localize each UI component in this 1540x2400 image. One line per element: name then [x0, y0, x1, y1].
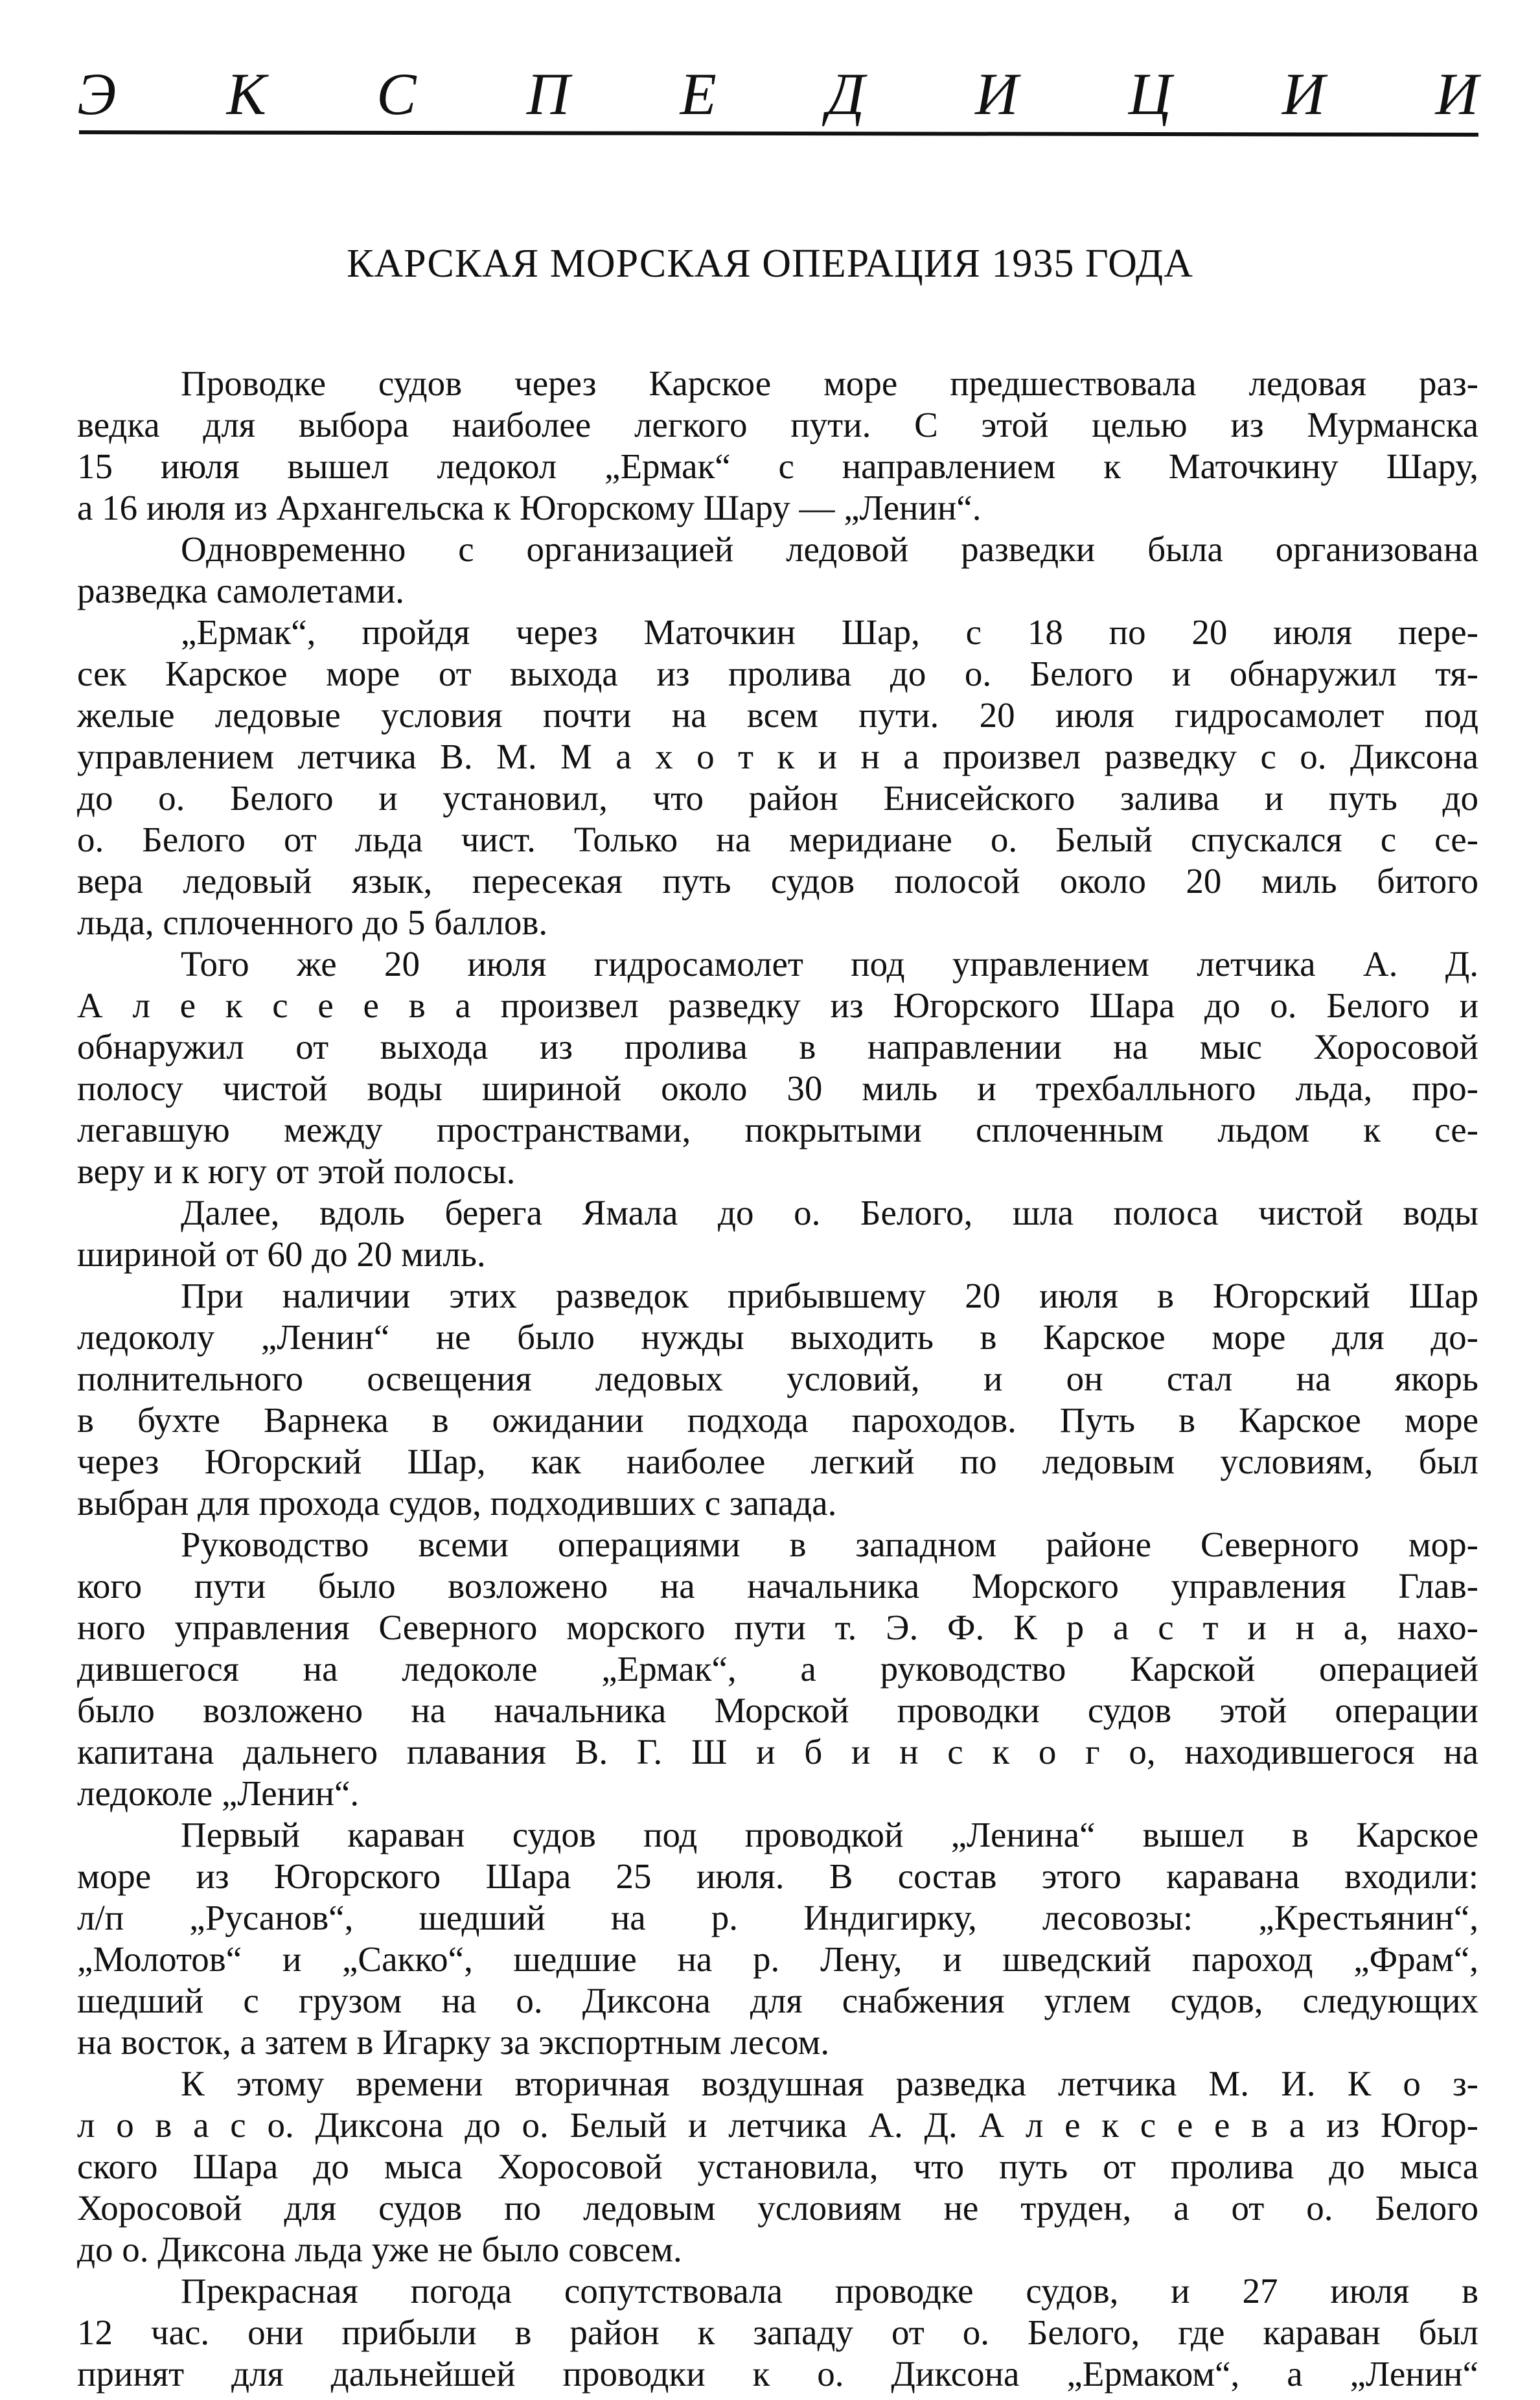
paragraph [77, 1524, 1478, 1814]
paragraph [77, 2270, 1478, 2395]
article-title: КАРСКАЯ МОРСКАЯ ОПЕРАЦИЯ 1935 ГОДА [347, 242, 1193, 286]
text-line: Первый караван судов под проводкой „Ленина“ вышел в Карское [181, 1815, 1478, 1854]
text-line: ледоколе „Ленин“. [77, 1773, 360, 1813]
text-line: в бухте Варнека в ожидании подхода пароходов. Путь в Карское море [77, 1400, 1478, 1440]
text-line: ного управления Северного морского пути т. Э. Ф. К р а с т и н а, нахо- [77, 1608, 1478, 1647]
text-line: шедший с грузом на о. Диксона для снабжения углем судов, следующих [77, 1981, 1478, 2020]
text-line: дившегося на ледоколе „Ермак“, а руководство Карской операцией [77, 1649, 1478, 1689]
text-line: выбран для прохода судов, подходивших с запада. [77, 1483, 837, 1523]
text-line: капитана дальнего плавания В. Г. Ш и б и н с к о г о, находившегося на [77, 1732, 1478, 1771]
header-letter: Д [827, 61, 865, 127]
text-line: полосу чистой воды шириной около 30 миль и трехбалльного льда, про- [77, 1068, 1478, 1108]
text-line: Руководство всеми операциями в западном районе Северного мор- [181, 1525, 1478, 1564]
paragraph [77, 529, 1478, 612]
text-line: „Молотов“ и „Сакко“, шедшие на р. Лену, и шведский пароход „Фрам“, [77, 1939, 1478, 1979]
paragraph [77, 1275, 1478, 1524]
text-line: 12 час. они прибыли в район к западу от о. Белого, где караван был [77, 2313, 1478, 2352]
text-line: кого пути было возложено на начальника Морского управления Глав- [77, 1566, 1478, 1606]
text-line: разведка самолетами. [77, 571, 405, 610]
header-letter: Ц [1128, 61, 1172, 127]
text-line: л о в а с о. Диксона до о. Белый и летчика А. Д. А л е к с е е в а из Югор- [77, 2105, 1478, 2145]
text-line: а 16 июля из Архангельска к Югорскому Шару — „Ленин“. [77, 488, 982, 527]
paragraph [77, 612, 1478, 943]
paragraph [77, 2063, 1478, 2270]
text-line: принят для дальнейшей проводки к о. Диксона „Ермаком“, а „Ленин“ [77, 2354, 1478, 2394]
text-line: легавшую между пространствами, покрытыми сплоченным льдом к се- [77, 1110, 1478, 1149]
text-line: „Ермак“, пройдя через Маточкин Шар, с 18 по 20 июля пере- [181, 612, 1478, 652]
text-line: шириной от 60 до 20 миль. [77, 1234, 486, 1274]
header-rule [79, 130, 1478, 137]
section-header [77, 62, 1478, 126]
paragraph [77, 363, 1478, 529]
text-line: К этому времени вторичная воздушная разведка летчика М. И. К о з- [181, 2064, 1478, 2103]
text-line: на восток, а затем в Игарку за экспортным лесом. [77, 2022, 830, 2062]
header-letter: П [526, 61, 570, 127]
header-letter: К [226, 61, 266, 127]
header-letter: И [1281, 61, 1326, 127]
header-letter: И [975, 61, 1018, 127]
text-line: веру и к югу от этой полосы. [77, 1151, 516, 1191]
text-line: ледоколу „Ленин“ не было нужды выходить в Карское море для до- [77, 1317, 1478, 1357]
header-letter: И [1435, 61, 1478, 127]
text-line: льда, сплоченного до 5 баллов. [77, 903, 548, 942]
text-line: вера ледовый язык, пересекая путь судов полосой около 20 миль битого [77, 861, 1478, 901]
text-line: л/п „Русанов“, шедший на р. Индигирку, лесовозы: „Крестьянин“, [77, 1898, 1478, 1937]
article-body [77, 363, 1478, 2395]
text-line: А л е к с е е в а произвел разведку из Югорского Шара до о. Белого и [77, 986, 1478, 1025]
text-line: было возложено на начальника Морской проводки судов этой операции [77, 1690, 1478, 1730]
text-line: Одновременно с организацией ледовой разведки была организована [181, 529, 1478, 569]
header-letter: С [376, 61, 417, 127]
header-letter: Э [77, 61, 117, 127]
text-line: желые ледовые условия почти на всем пути. 20 июля гидросамолет под [77, 695, 1478, 735]
text-line: ского Шара до мыса Хоросовой установила, что путь от пролива до мыса [77, 2147, 1478, 2186]
text-line: через Югорский Шар, как наиболее легкий по ледовым условиям, был [77, 1442, 1478, 1481]
paragraph [77, 943, 1478, 1192]
text-line: обнаружил от выхода из пролива в направлении на мыс Хоросовой [77, 1027, 1478, 1067]
text-line: Того же 20 июля гидросамолет под управлением летчика А. Д. [181, 944, 1478, 984]
text-line: ведка для выбора наиболее легкого пути. С этой целью из Мурманска [77, 405, 1478, 444]
text-line: Проводке судов через Карское море предшествовала ледовая раз- [181, 363, 1478, 403]
text-line: море из Югорского Шара 25 июля. В состав этого каравана входили: [77, 1856, 1478, 1896]
text-line: до о. Диксона льда уже не было совсем. [77, 2230, 682, 2269]
paragraph [77, 1192, 1478, 1275]
text-line: до о. Белого и установил, что район Енисейского залива и путь до [77, 778, 1478, 818]
text-line: полнительного освещения ледовых условий, и он стал на якорь [77, 1359, 1478, 1398]
text-line: Хоросовой для судов по ледовым условиям не труден, а от о. Белого [77, 2188, 1478, 2228]
text-line: При наличии этих разведок прибывшему 20 июля в Югорский Шар [181, 1276, 1478, 1315]
text-line: управлением летчика В. М. М а х о т к и н а произвел разведку с о. Диксона [77, 737, 1478, 776]
text-line: Далее, вдоль берега Ямала до о. Белого, шла полоса чистой воды [181, 1193, 1478, 1232]
text-line: сек Карское море от выхода из пролива до о. Белого и обнаружил тя- [77, 654, 1478, 693]
header-letter: Е [680, 61, 717, 127]
text-line: Прекрасная погода сопутствовала проводке судов, и 27 июля в [181, 2271, 1478, 2311]
paragraph [77, 1814, 1478, 2063]
text-line: о. Белого от льда чист. Только на меридиане о. Белый спускался с се- [77, 820, 1478, 859]
text-line: 15 июля вышел ледокол „Ермак“ с направлением к Маточкину Шару, [77, 446, 1478, 486]
